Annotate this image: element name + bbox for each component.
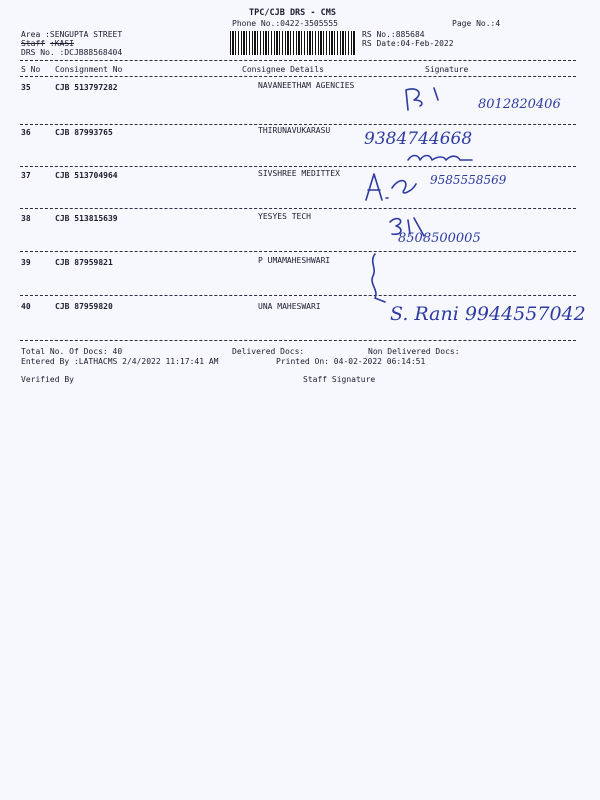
row-consignment: CJB 513815639: [55, 214, 118, 223]
row-consignee: SIVSHREE MEDITTEX: [258, 169, 340, 178]
col-signature: Signature: [425, 65, 469, 74]
drs-number: DRS No. :DCJB88568404: [21, 48, 123, 57]
divider: [20, 76, 576, 77]
signature-row-37: [360, 162, 560, 208]
row-sno: 36: [21, 128, 31, 137]
staff-signature-label: Staff Signature: [303, 375, 376, 384]
row-consignment: CJB 513704964: [55, 171, 118, 180]
signature-phone: 9384744668: [364, 129, 473, 149]
row-sno: 35: [21, 83, 31, 92]
total-docs: Total No. Of Docs: 40: [21, 347, 123, 356]
row-consignee: THIRUNAVUKARASU: [258, 126, 331, 135]
row-consignment: CJB 87959821: [55, 258, 113, 267]
signature-row-40: [388, 286, 598, 352]
non-delivered-docs: Non Delivered Docs:: [368, 347, 460, 356]
row-sno: 39: [21, 258, 31, 267]
col-sno: S No: [21, 65, 41, 74]
signature-phone: 8012820406: [478, 97, 561, 112]
area-label: Area :SENGUPTA STREET: [21, 30, 123, 39]
signature-phone: 9585558569: [430, 173, 507, 187]
verified-by: Verified By: [21, 375, 74, 384]
row-consignee: P UMAMAHESHWARI: [258, 256, 331, 265]
row-consignment: CJB 87993765: [55, 128, 113, 137]
row-consignee: NAVANEETHAM AGENCIES: [258, 81, 355, 90]
row-sno: 38: [21, 214, 31, 223]
divider: [20, 208, 576, 209]
entered-by: Entered By :LATHACMS 2/4/2022 11:17:41 AM: [21, 357, 219, 366]
col-consignee: Consignee Details: [242, 65, 324, 74]
staff-value: :KASI: [49, 39, 75, 48]
barcode: [230, 31, 356, 55]
report-title: TPC/CJB DRS - CMS: [249, 8, 336, 18]
staff-label: Staff: [21, 39, 46, 48]
signature-row-38: [388, 212, 588, 246]
row-sno: 37: [21, 171, 31, 180]
printed-on: Printed On: 04-02-2022 06:14:51: [276, 357, 426, 366]
row-consignment: CJB 87959820: [55, 302, 113, 311]
signature-phone: 8508500005: [398, 231, 481, 246]
signature-row-35: [398, 82, 598, 116]
phone-number: Phone No.:0422-3505555: [232, 19, 338, 28]
row-sno: 40: [21, 302, 31, 311]
row-consignee: UNA MAHESWARI: [258, 302, 321, 311]
rs-date: RS Date:04-Feb-2022: [362, 39, 454, 48]
rs-number: RS No.:885684: [362, 30, 425, 39]
row-consignment: CJB 513797282: [55, 83, 118, 92]
divider: [20, 251, 576, 252]
delivered-docs: Delivered Docs:: [232, 347, 305, 356]
signature-phone: S. Rani 9944557042: [390, 303, 586, 325]
row-consignee: YESYES TECH: [258, 212, 311, 221]
staff-line: [21, 39, 74, 48]
col-consignment: Consignment No: [55, 65, 123, 74]
page-number: Page No.:4: [452, 19, 501, 28]
divider: [20, 60, 576, 61]
signature-row-36: [362, 120, 562, 168]
